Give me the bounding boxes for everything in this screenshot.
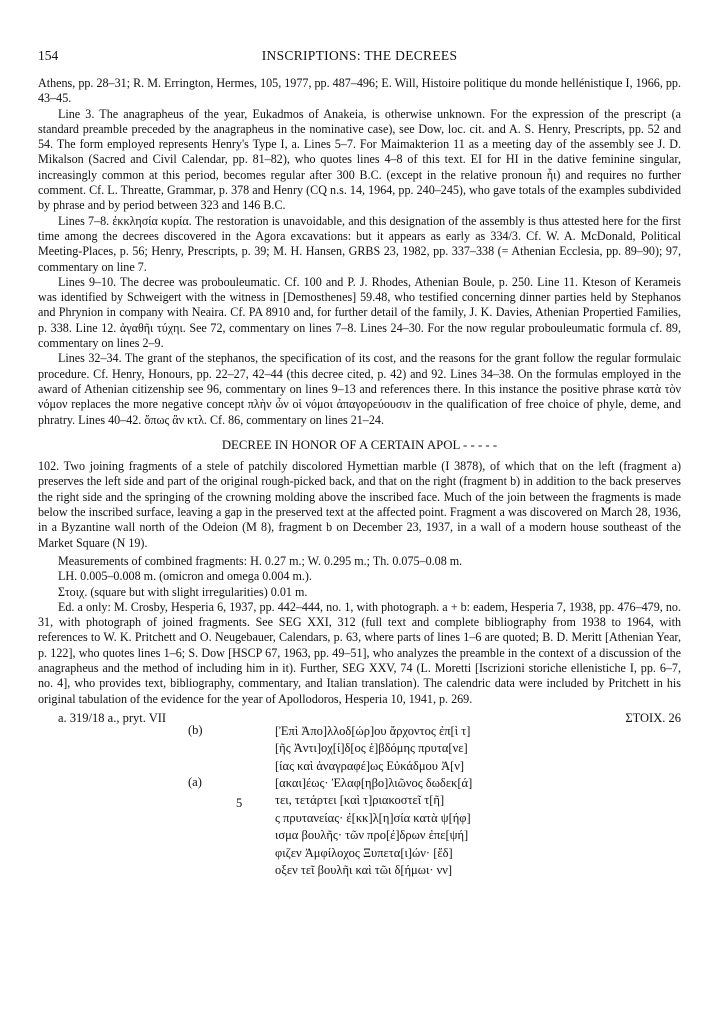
commentary-paragraph: Athens, pp. 28–31; R. M. Errington, Hermes, 105, 1977, pp. 487–496; E. Will, Histoire politique du monde hellénistique I, 1966, pp. 43–45. [38, 76, 681, 106]
inscription-line: [ίας καὶ ἀναγραφέ]ως Εὐκάδμου Ἀ[ν] [275, 758, 465, 773]
stoichedon-count: ΣΤΟΙΧ. 26 [625, 710, 681, 725]
measurement-line: Στοιχ. (square but with slight irregularities) 0.01 m. [58, 584, 308, 599]
greek-text [275, 723, 472, 880]
inscription-line: ισμα βουλῆς· τῶν προ[έ]δρων ἐπε[ψή] [275, 828, 469, 843]
page-body [38, 76, 681, 895]
inscription-line: οξεν τεῖ βουλῆι καὶ τῶι δ[ήμωι· νν] [275, 863, 453, 877]
measurement-line: LH. 0.005–0.008 m. (omicron and omega 0.004 m.). [58, 569, 312, 584]
inscription-line: [ῆς Ἀντι]οχ[ί]δ[ος ἑ]βδόμης πρυτα[νε] [275, 741, 468, 756]
commentary-paragraph: Lines 9–10. The decree was probouleumatic. Cf. 100 and P. J. Rhodes, Athenian Boule, p. 250. Line 11. Kteson of Kerameis was identified by Schweigert with the witness in [Demosthenes] 59.48, who testified concerning dinner parties held by Stephanos and Phrynion in company with Neaira. Cf. PA 8910 and, for further detail of the family, J. K. Davies, Athenian Propertied Families, p. 338. Line 12. ἀγαθῆι τύχηι. See 72, commentary on lines 7–8. Lines 24–30. For the now regular probouleumatic formula cf. 89, commentary on lines 2–9. [38, 274, 681, 351]
inscription-line: [ακαι]έως· Ἐλαφ[ηβο]λιῶνος δωδεκ[ά] [275, 776, 473, 791]
measurement-line: Measurements of combined fragments: H. 0.27 m.; W. 0.295 m.; Th. 0.075–0.08 m. [58, 553, 463, 568]
inscription-date: a. 319/18 a., pryt. VII [58, 710, 167, 725]
measurements-block [38, 554, 681, 600]
bibliography-paragraph: Ed. a only: M. Crosby, Hesperia 6, 1937, pp. 442–444, no. 1, with photograph. a + b: eadem, Hesperia 7, 1938, pp. 476–479, no. 31, with photograph of joined fragments. See SEG XXI, 312 (full text and complete bibliography from 1938 to 1964, with references to W. K. Pritchett and O. Neugebauer, Calendars, p. 63, where parts of lines 1–6 are quoted; B. D. Meritt [Athenian Year, p. 122], who quotes lines 1–6; S. Dow [HSCP 67, 1963, pp. 49–51], who analyzes the preamble in the context of a discussion of the anagrapheus and the method of including him in it). Further, SEG XXV, 74 (L. Moretti [Iscrizioni storiche ellenistiche I, pp. 6–7, no. 4], who provides text, bibliography, commentary, and Italian translation). The calendric data were included by Pritchett in his original tabulation of the evidence for the year of Apollodoros, Hesperia 10, 1941, p. 269. [38, 599, 681, 706]
page-header [38, 48, 681, 64]
commentary-paragraph: Line 3. The anagrapheus of the year, Eukadmos of Anakeia, is otherwise unknown. For the expression of the prescript (a standard preamble preceded by the anagrapheus in the nominative case), see Dow, loc. cit. and A. S. Henry, Prescripts, pp. 52 and 54. The form employed represents Henry's Type I, a. Lines 5–7. For Maimakterion 11 as a meeting day of the assembly see J. D. Mikalson (Sacred and Civil Calendar, pp. 81–82), who quotes lines 4–8 of this text. EI for HI in the dative feminine singular, increasingly common at this period, becomes regular after 300 B.C. (except in the relative pronoun ἧι) and requires no further comment. Cf. L. Threatte, Grammar, p. 378 and Henry (CQ n.s. 14, 1964, pp. 240–245), who gave totals of the examples subdivided by phrase and by period between 323 and 146 B.C. [38, 106, 681, 213]
inscription-line: ς πρυτανείας· ἐ[κκ]λ[η]σία κατὰ ψ[ήφ] [275, 810, 471, 825]
fragment-description: 102. Two joining fragments of a stele of patchily discolored Hymettian marble (I 3878), of which that on the left (fragment a) preserves the left side and part of the original rough-picked back, and that on the right (fragment b) in addition to the back preserves the right side and the springing of the crowning molding above the inscribed face. Much of the join between the fragments is made below the inscribed surface, leaving a gap in the preserved text at the affected point. Fragment a was discovered on March 28, 1936, in a Byzantine wall north of the Odeion (M 8), fragment b on December 23, 1937, in a wall of a modern house southeast of the Market Square (N 19). [38, 459, 681, 550]
page-number: 154 [38, 48, 59, 63]
commentary-paragraph: Lines 7–8. ἐκκλησία κυρία. The restoration is unavoidable, and this designation of the assembly is thus attested here for the first time among the decrees discovered in the Agora excavations: but it appears as early as 334/3. Cf. W. A. McDonald, Political Meeting-Places, p. 56; Henry, Prescripts, p. 39; M. H. Hansen, GRBS 23, 1982, pp. 337–338 (= Athenian Ecclesia, pp. 89–90); 97, commentary on line 7. [38, 213, 681, 274]
commentary-paragraph: Lines 32–34. The grant of the stephanos, the specification of its cost, and the reasons for the grant follow the regular formulaic procedure. Cf. Henry, Honours, pp. 22–27, 42–44 (this decree cited, p. 42) and 92. Lines 34–38. On the formulas employed in the award of Athenian citizenship see 96, commentary on lines 9–13 and references there. In this instance the positive phrase κατὰ τὸν νόμον replaces the more negative concept πλὴν ὧν οἱ νόμοι ἀπαγορεύουσιν in the qualification of free choice of phyle, deme, and phratry. Lines 40–42. ὅπως ἂν κτλ. Cf. 86, commentary on lines 21–24. [38, 351, 681, 427]
inscription-line: φιζεν Ἀμφίλοχος Ξυπετα[ι]ών· [ἔδ] [275, 845, 453, 860]
fragment-label-b: (b) [188, 722, 203, 737]
running-title: INSCRIPTIONS: THE DECREES [261, 48, 458, 63]
inscription-text-block [38, 711, 681, 895]
section-title: DECREE IN HONOR OF A CERTAIN APOL - - - - - [221, 437, 498, 452]
fragment-label-a: (a) [188, 774, 202, 789]
inscription-line: [Ἐπὶ Ἀπο]λλοδ[ώρ]ου ἄρχοντος ἐπ[ὶ τ] [275, 723, 471, 738]
line-number: 5 [236, 795, 243, 810]
inscription-line: τει, τετάρτει [καὶ τ]ριακοστεῖ τ[ῆ] [275, 793, 445, 808]
